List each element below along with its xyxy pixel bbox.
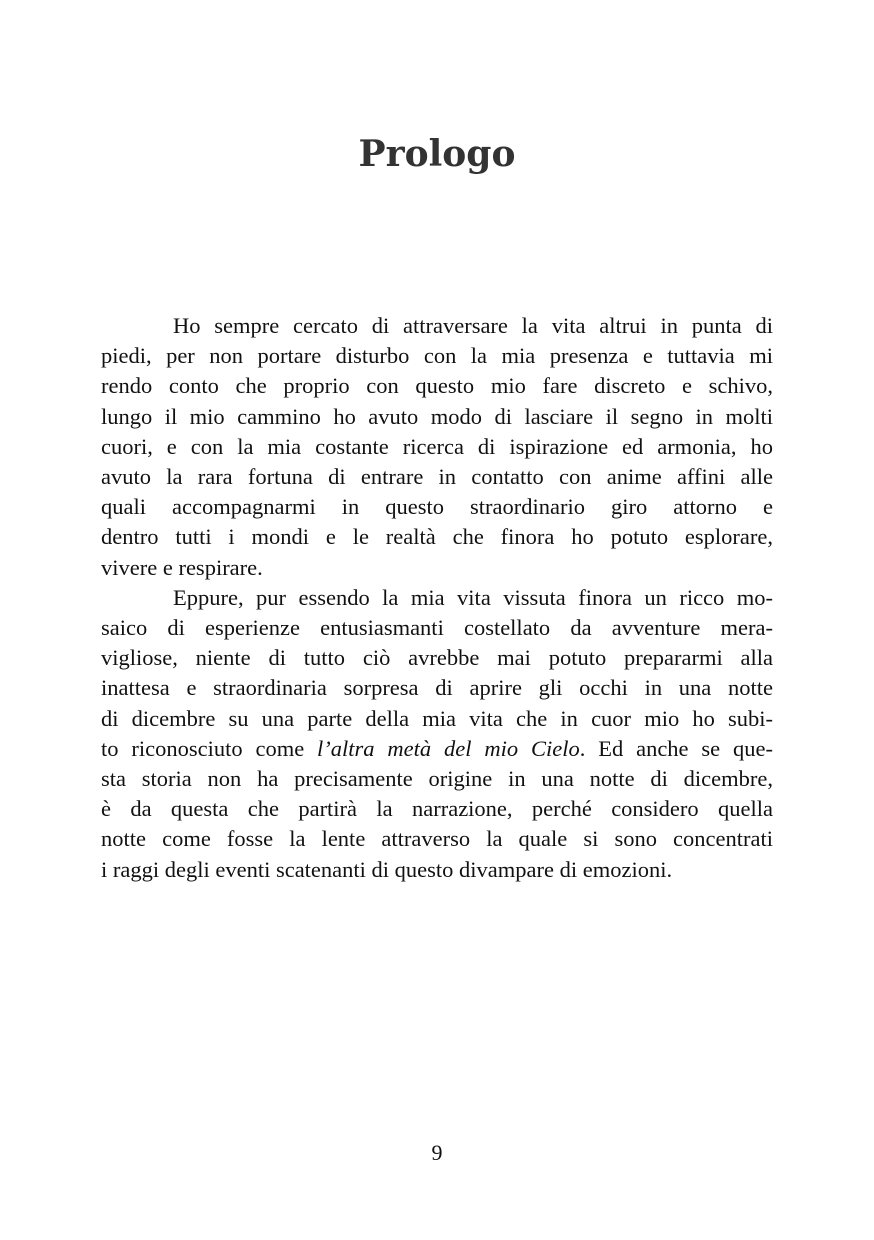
text-line: notte come fosse la lente attraverso la quale si sono concentrati (101, 826, 773, 852)
text-line: avuto la rara fortuna di entrare in contatto con anime affini alle (101, 464, 773, 490)
text-line: rendo conto che proprio con questo mio fare discreto e schivo, (101, 373, 773, 399)
text-line: cuori, e con la mia costante ricerca di ispirazione ed armonia, ho (101, 433, 773, 459)
chapter-body (101, 311, 773, 885)
text-line: dentro tutti i mondi e le realtà che finora ho potuto esplorare, (101, 524, 773, 550)
text-line: è da questa che partirà la narrazione, perché considero quella (101, 796, 773, 822)
text-line: saico di esperienze entusiasmanti costellato da avventure mera- (101, 615, 773, 641)
text-line-with-italic (101, 734, 773, 764)
text-line: quali accompagnarmi in questo straordinario giro attorno e (101, 494, 773, 520)
text-line: piedi, per non portare disturbo con la mia presenza e tuttavia mi (101, 343, 773, 369)
paragraph-2 (101, 583, 773, 885)
text-line: vivere e respirare. (101, 554, 263, 580)
text-line: i raggi degli eventi scatenanti di questo divampare di emozioni. (101, 856, 673, 882)
text-run: . Ed anche se que- (579, 735, 773, 761)
text-line: inattesa e straordinaria sorpresa di aprire gli occhi in una notte (101, 675, 773, 701)
chapter-title: Prologo (358, 133, 516, 175)
paragraph-1 (101, 311, 773, 583)
page-number: 9 (431, 1140, 443, 1165)
text-line: Eppure, pur essendo la mia vita vissuta finora un ricco mo- (173, 584, 773, 610)
text-line: sta storia non ha precisamente origine in una notte di dicembre, (101, 766, 773, 792)
italic-phrase: l’altra metà del mio Cielo (317, 735, 580, 761)
text-line: di dicembre su una parte della mia vita che in cuor mio ho subi- (101, 705, 773, 731)
text-run: to riconosciuto come (101, 735, 318, 761)
text-line: vigliose, niente di tutto ciò avrebbe mai potuto prepararmi alla (101, 645, 773, 671)
text-line: lungo il mio cammino ho avuto modo di lasciare il segno in molti (101, 403, 773, 429)
text-line: Ho sempre cercato di attraversare la vita altrui in punta di (173, 313, 773, 338)
